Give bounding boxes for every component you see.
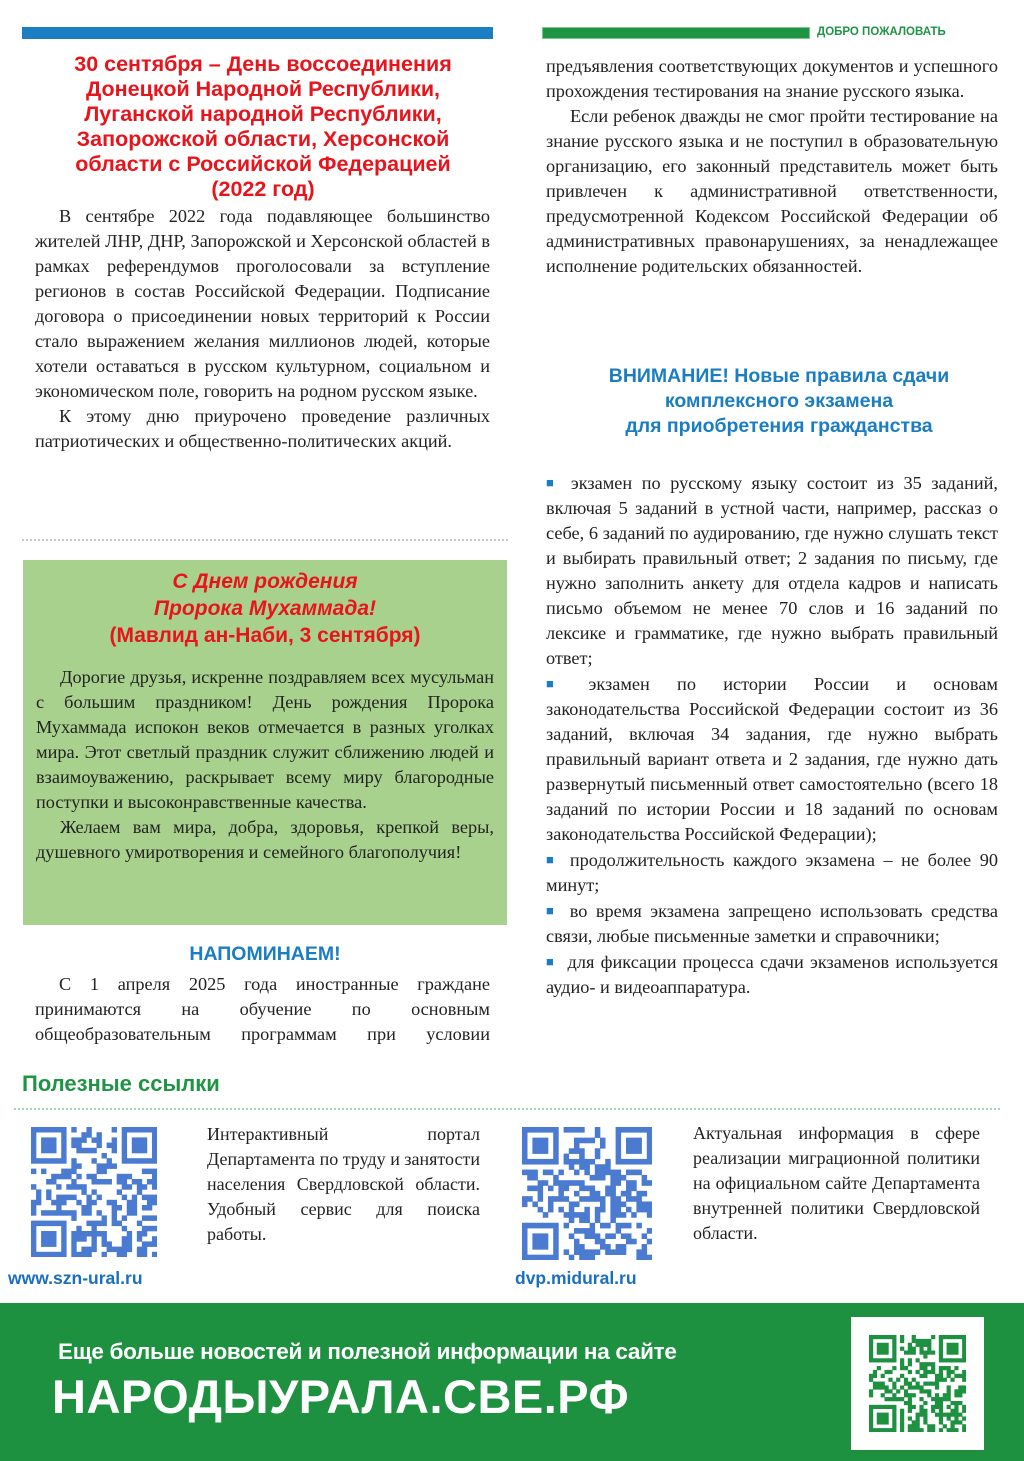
link-description: Интерактивный портал Департамента по труду и занятости населения Свердловской области. Удобный сервис для поиска работы. [207, 1124, 480, 1244]
paragraph: В сентябре 2022 года подавляющее большинство жителей ЛНР, ДНР, Запорожской и Херсонской областей в рамках референдумов проголосовали за вступление регионов в состав Российской Федерации. Подписание договора о присоединении новых территорий к России стало выражением желания миллионов людей, которые хотели оставаться в русском культурном, социальном и экономическом поле, говорить на родном русском языке. [35, 206, 490, 401]
green-header-bar [542, 27, 810, 39]
bullet-text: экзамен по истории России и основам законодательства Российской Федерации состоит из 36 заданий, включая 34 задания, где нужно выбрать правильный вариант ответа и 2 задания, где нужно дать развернутый письменный ответ самостоятельно (всего 18 заданий по истории России и 18 заданий по основам законодательства Российской Федерации); [546, 674, 999, 844]
reunification-text [35, 204, 490, 454]
title-line: для приобретения гражданства [625, 415, 933, 437]
bullet-item [546, 470, 998, 671]
title-line: Луганской народной Республики, [84, 102, 442, 126]
bullet-icon: ■ [546, 475, 559, 490]
birthday-title-line: С Днем рождения [172, 570, 358, 593]
paragraph: предъявления соответствующих документов и успешного прохождения тестирования на знание русского языка. [546, 56, 998, 101]
link-dvp-midural[interactable]: dvp.midural.ru [515, 1268, 637, 1288]
divider [14, 1108, 1000, 1110]
bullet-item [546, 671, 998, 847]
paragraph: Дорогие друзья, искренне поздравляем всех мусульман с большим праздником! День рождения Пророка Мухаммада испокон веков отмечается в разных уголках мира. Этот светлый праздник служит сближению людей и взаимоуважению, раскрывает всему миру благородные поступки и высоконравственные качества. [36, 667, 494, 812]
paragraph: С 1 апреля 2025 года иностранные граждане принимаются на обучение по основным общеобразовательным программам при условии [35, 974, 490, 1044]
qr-code-dvp[interactable] [522, 1127, 652, 1260]
reminder-title: НАПОМИНАЕМ! [189, 943, 341, 965]
qr-code-szn[interactable] [31, 1127, 157, 1257]
title-line: ВНИМАНИЕ! Новые правила сдачи [608, 365, 950, 387]
continuation-text [546, 54, 998, 279]
reminder-text [35, 972, 490, 1047]
link-description: Актуальная информация в сфере реализации миграционной политики на официальном сайте Департамента внутренней политики Свердловской области. [693, 1123, 980, 1243]
title-line: Запорожской области, Херсонской [76, 127, 450, 151]
bullet-item [546, 898, 998, 949]
footer-text: Еще больше новостей и полезной информации на сайте [58, 1339, 677, 1364]
bullet-item [546, 847, 998, 898]
birthday-title-line: (Мавлид ан-Наби, 3 сентября) [109, 624, 421, 647]
title-line: комплексного экзамена [664, 390, 894, 412]
bullet-text: продолжительность каждого экзамена – не более 90 минут; [546, 850, 998, 895]
exam-title [540, 364, 1018, 439]
bullet-text: для фиксации процесса сдачи экзаменов используется аудио- и видеоаппаратура. [546, 952, 998, 997]
bullet-icon: ■ [546, 852, 558, 867]
bullet-item [546, 949, 998, 1000]
paragraph: Желаем вам мира, добра, здоровья, крепкой веры, душевного умиротворения и семейного благополучия! [36, 817, 494, 862]
qr-code-site[interactable] [869, 1335, 966, 1432]
reunification-title [30, 52, 496, 202]
bullet-text: во время экзамена запрещено использовать средства связи, любые письменные заметки и справочники; [546, 901, 998, 946]
bullet-icon: ■ [546, 954, 556, 969]
title-line: области с Российской Федерацией [75, 152, 451, 176]
footer-qr-box [851, 1317, 984, 1450]
exam-bullets [546, 470, 998, 1000]
bullet-icon: ■ [546, 903, 558, 918]
bullet-text: экзамен по русскому языку состоит из 35 заданий, включая 5 заданий в устной части, например, рассказ о себе, 6 заданий по аудированию, где нужно слушать текст и выбирать правильный ответ; 2 задания по письму, где нужно заполнить анкету для отдела кадров и написать письмо объемом не менее 70 слов и 16 заданий по лексике и грамматике, где нужно выбрать правильный ответ; [546, 473, 999, 668]
birthday-box [23, 560, 507, 925]
title-line: (2022 год) [211, 177, 315, 201]
paragraph: Если ребенок дважды не смог пройти тестирование на знание русского языка и не поступил в образовательную организацию, его законный представитель может быть привлечен к административной ответственности, предусмотренной Кодексом Российской Федерации об административных правонарушениях, за ненадлежащее исполнение родительских обязанностей. [546, 106, 998, 276]
welcome-label: ДОБРО ПОЖАЛОВАТЬ [817, 26, 946, 38]
title-line: 30 сентября – День воссоединения [74, 52, 452, 76]
paragraph: К этому дню приурочено проведение различных патриотических и общественно-политических акций. [35, 406, 490, 451]
divider [22, 539, 508, 541]
title-line: Донецкой Народной Республики, [85, 77, 441, 101]
bullet-icon: ■ [546, 676, 577, 691]
useful-links-title: Полезные ссылки [22, 1071, 220, 1096]
footer-site-link[interactable]: НАРОДЫУРАЛА.СВЕ.РФ [52, 1370, 630, 1423]
link-szn-ural[interactable]: www.szn-ural.ru [8, 1268, 143, 1288]
birthday-title-line: Пророка Мухаммада! [154, 597, 376, 620]
blue-header-bar [22, 27, 493, 39]
